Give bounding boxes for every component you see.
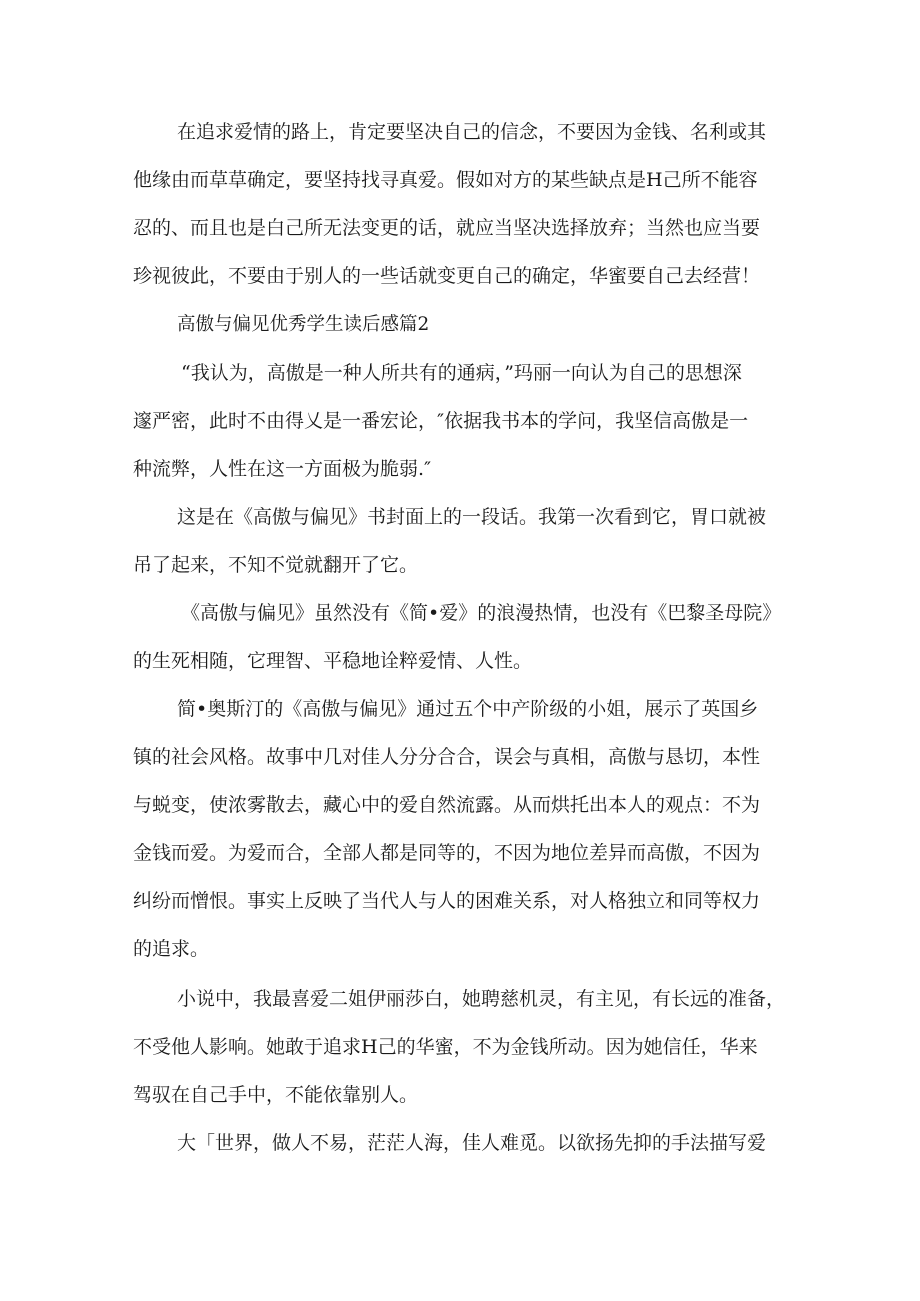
paragraph-5-line-6: 的追求。 [133,938,210,960]
paragraph-7-line-1: 大「世界，做人不易，茫茫人海，佳人难觅。以欲扬先抑的手法描写爱 [177,1132,767,1154]
paragraph-3-line-1: 这是在《高傲与偏见》书封面上的一段话。我第一次看到它，胃口就被 [177,506,767,528]
paragraph-5-line-5: 纠纷而憎恨。事实上反映了当代人与人的困难关系，对人格独立和同等权力 [133,890,761,912]
paragraph-6-line-1: 小说中，我最喜爱二姐伊丽莎白，她聘慈机灵，有主见，有长远的准备， [177,988,786,1010]
paragraph-1-line-1: 在追求爱情的路上，肯定要坚决自己的信念，不要因为金钱、名利或其 [177,121,767,143]
paragraph-5-line-1: 简•奥斯汀的《高傲与偏见》通过五个中产阶级的小姐，展示了英国乡 [177,698,759,720]
paragraph-5-line-2: 镇的社会风格。故事中几对佳人分分合合，误会与真相，高傲与恳切，本性 [133,746,761,768]
paragraph-1-line-4: 珍视彼此，不要由于别人的一些话就变更自己的确定，华蜜要自己去经营！ [133,265,761,287]
paragraph-4-line-2: 的生死相随，它理智、平稳地诠粹爱情、人性。 [133,650,533,672]
paragraph-5-line-3: 与蜕变，使浓雾散去，藏心中的爱自然流露。从而烘托出本人的观点：不为 [133,794,761,816]
paragraph-1-line-2: 他缘由而草草确定，要坚持找寻真爱。假如对方的某些缺点是H己所不能容 [133,169,758,191]
paragraph-4-line-1: 《高傲与偏见》虽然没有《简•爱》的浪漫热情，也没有《巴黎圣母院》 [181,602,782,624]
paragraph-6-line-3: 驾驭在自己手中，不能依靠别人。 [133,1084,419,1106]
paragraph-5-line-4: 金钱而爱。为爱而合，全部人都是同等的，不因为地位差异而高傲，不因为 [133,842,761,864]
paragraph-6-line-2: 不受他人影响。她敢于追求H己的华蜜，不为金钱所动。因为她信任，华来 [133,1036,758,1058]
paragraph-2-line-2: 邃严密，此时不由得乂是一番宏论，″依据我书本的学问，我坚信高傲是一 [133,410,749,432]
paragraph-2-line-1: “我认为，高傲是一种人所共有的通病，”玛丽一向认为自己的思想深 [181,362,742,384]
paragraph-3-line-2: 吊了起来，不知不觉就翻开了它。 [133,554,419,576]
section-heading: 高傲与偏见优秀学生读后感篇2 [177,314,430,335]
paragraph-1-line-3: 忍的、而且也是白己所无法变更的话，就应当坚决选择放弃；当然也应当要 [133,217,761,239]
paragraph-2-line-3: 种流弊，人性在这一方面极为脆弱.″ [133,458,432,480]
